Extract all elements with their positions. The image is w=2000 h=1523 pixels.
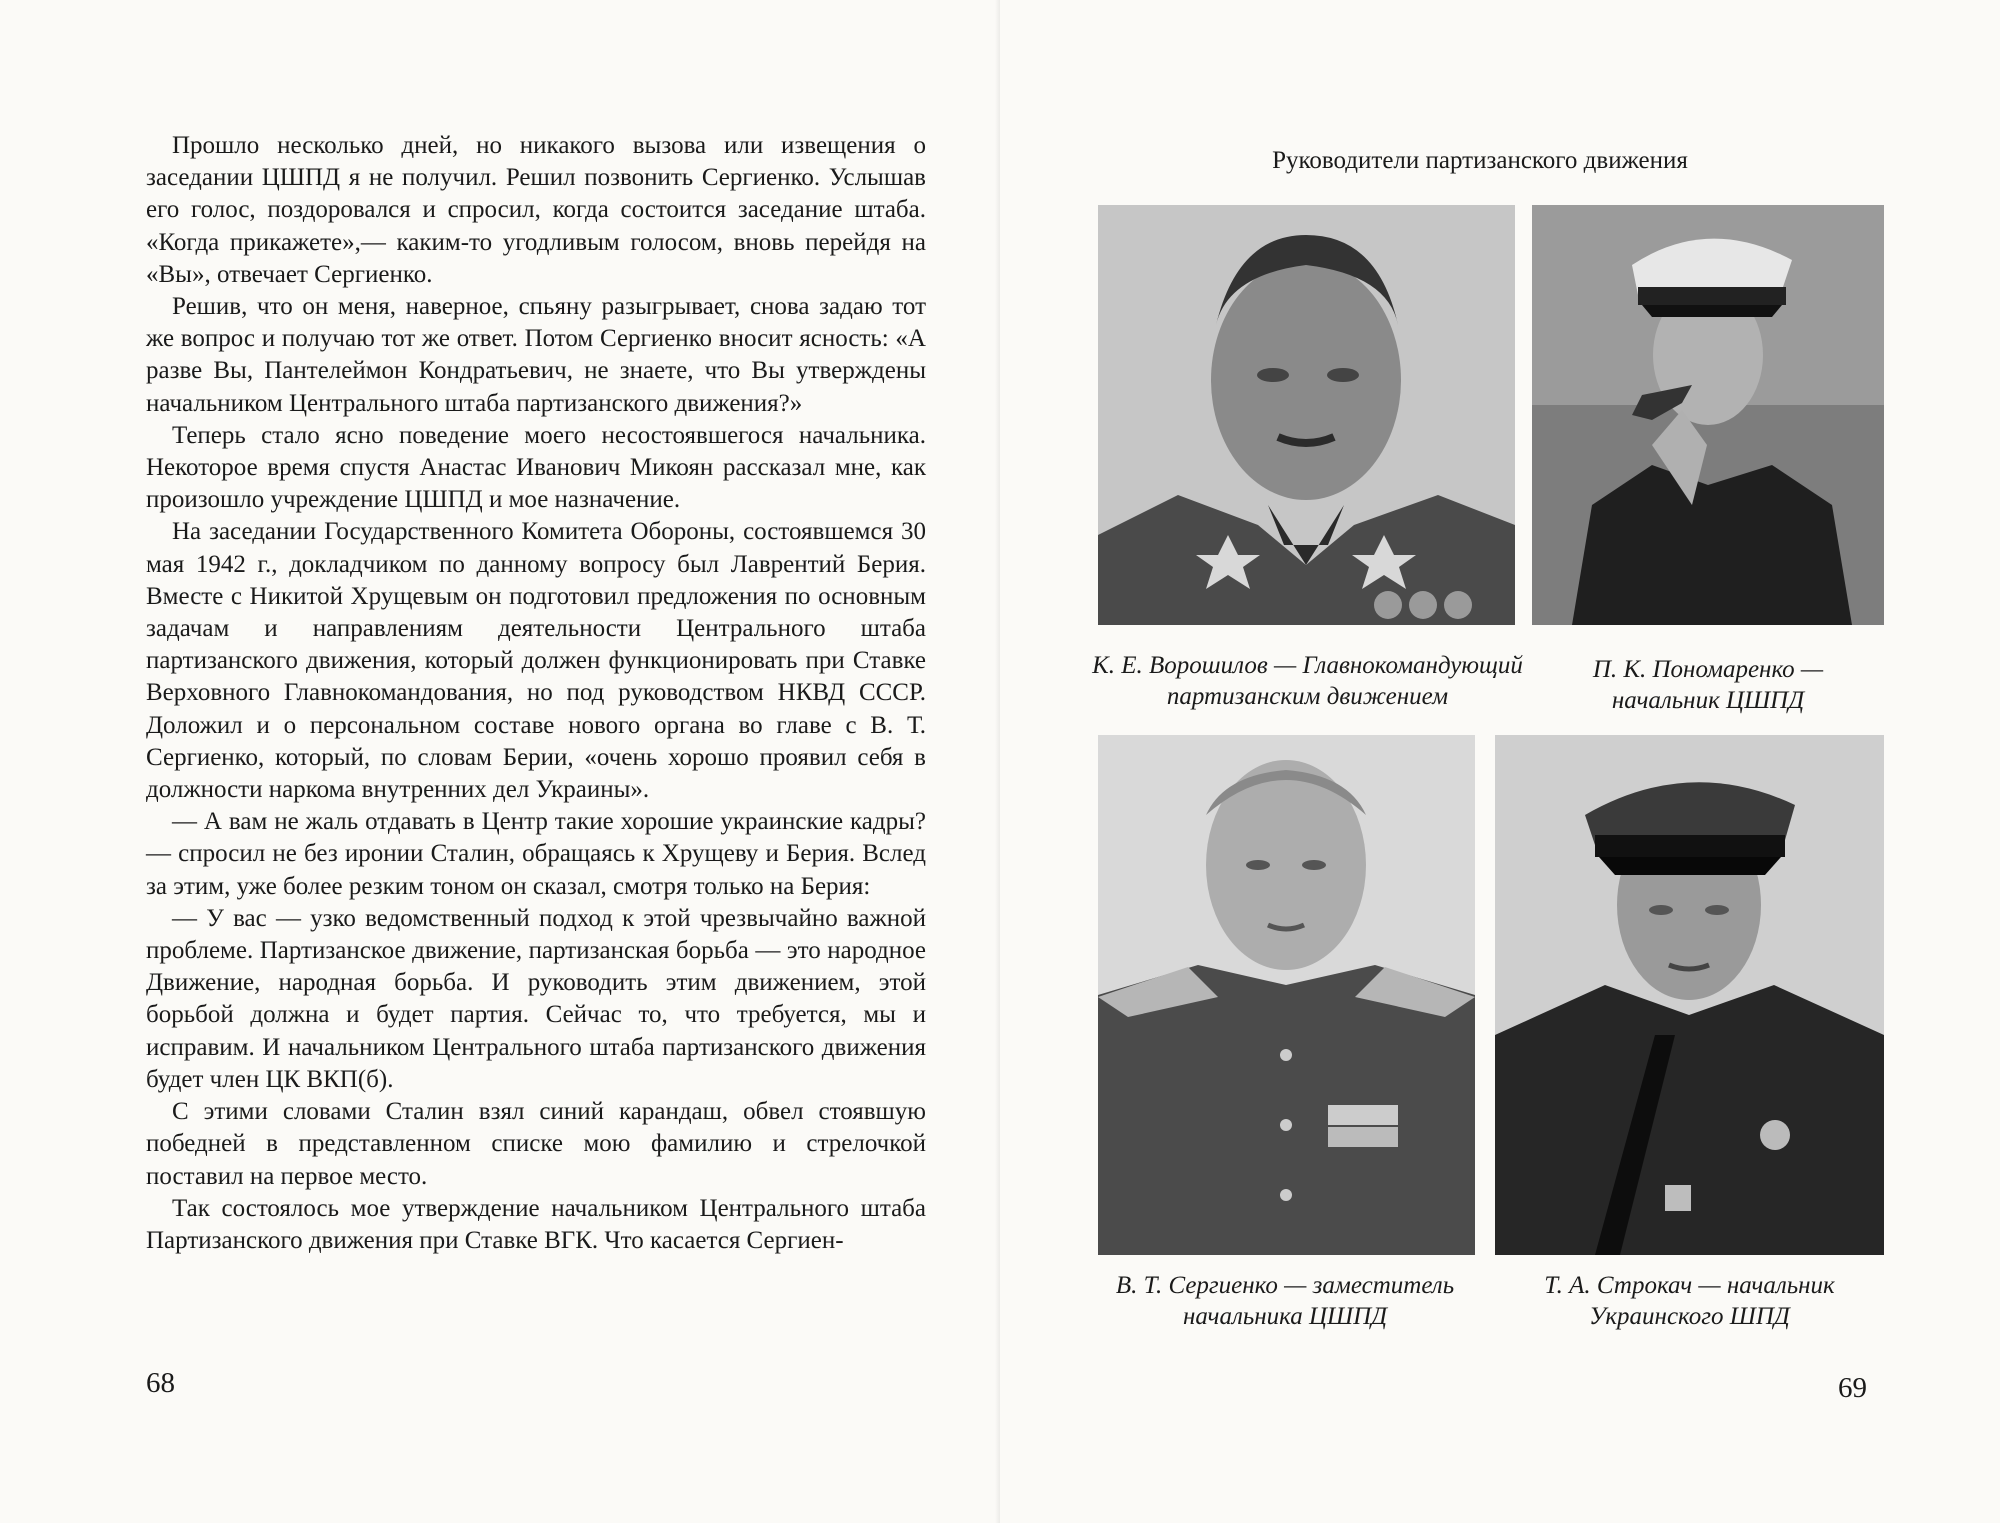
paragraph: Решив, что он меня, наверное, спьяну разыгрывает, снова задаю тот же вопрос и получаю тот же ответ. Потом Сергиенко вносит ясность: «А разве Вы, Пантелеймон Кондратьевич, не знаете, что Вы утверждены начальником Центрального штаба партизанского движения?» [146,293,926,417]
caption-sergienko [1080,1270,1490,1332]
body-text [146,130,926,1257]
paragraph: Прошло несколько дней, но никакого вызова или извещения о заседании ЦШПД я не получил. Решил позвонить Сергиенко. Услышав его голос, поздоровался и спросил, когда состоится заседание штаба. «Когда прикажете»,— каким-то угодливым голосом, вновь перейдя на «Вы», отвечает Сергиенко. [146,132,926,288]
caption-line: партизанским движением [1166,683,1449,710]
caption-line: Т. А. Строкач — начальник [1544,1272,1835,1299]
photo-strokach [1495,735,1884,1255]
paragraph: С этими словами Сталин взял синий карандаш, обвел стоявшую победней в представленном списке мою фамилию и стрелочкой поставил на первое место. [146,1098,926,1190]
caption-line: П. К. Пономаренко — [1592,656,1824,683]
caption-line: Украинского ШПД [1589,1303,1790,1330]
photo-voroshilov [1098,205,1515,625]
caption-line: В. Т. Сергиенко — заместитель [1115,1272,1455,1299]
photo-ponomarenko [1532,205,1884,625]
paragraph: — А вам не жаль отдавать в Центр такие хорошие украинские кадры?— спросил не без иронии Сталин, обращаясь к Хрущеву и Берия. Вслед за этим, уже более резким тоном он сказал, смотря только на Берия: [146,808,926,900]
paragraph: На заседании Государственного Комитета Обороны, состоявшемся 30 мая 1942 г., докладчиком по данному вопросу был Лаврентий Берия. Вместе с Никитой Хрущевым он подготовил предложения по основным задачам и направлениям деятельности Центрального штаба партизанского движения, который должен функционировать при Ставке Верховного Главнокомандования, но под руководством НКВД СССР. Доложил и о персональном составе нового органа во главе с В. Т. Сергиенко, который, по словам Берии, «очень хорошо проявил себя в должности наркома внутренних дел Украины». [146,518,926,804]
caption-line: начальник ЦШПД [1611,687,1805,714]
photo-sergienko [1098,735,1475,1255]
paragraph: Так состоялось мое утверждение начальником Центрального штаба Партизанского движения при Ставке ВГК. Что касается Сергиен- [146,1194,926,1254]
page-title: Руководители партизанского движения [1272,147,1688,174]
caption-strokach [1495,1270,1884,1332]
caption-voroshilov [1070,650,1545,712]
caption-ponomarenko [1532,654,1884,716]
caption-line: К. Е. Ворошилов — Главнокомандующий [1092,652,1523,679]
paragraph: Теперь стало ясно поведение моего несостоявшегося начальника. Некоторое время спустя Анастас Иванович Микоян рассказал мне, как произошло учреждение ЦШПД и мое назначение. [146,421,926,514]
caption-line: начальника ЦШПД [1182,1303,1388,1330]
paragraph: — У вас — узко ведомственный подход к этой чрезвычайно важной проблеме. Партизанское движение, партизанская борьба — это народное Движение, народная борьба. И руководить этим движением, этой борьбой должна и будет партия. Сейчас то, что требуется, мы и исправим. И начальником Центрального штаба партизанского движения будет член ЦК ВКП(б). [146,904,926,1093]
page-number-right: 69 [1838,1372,1867,1404]
page-number-left: 68 [146,1367,175,1399]
